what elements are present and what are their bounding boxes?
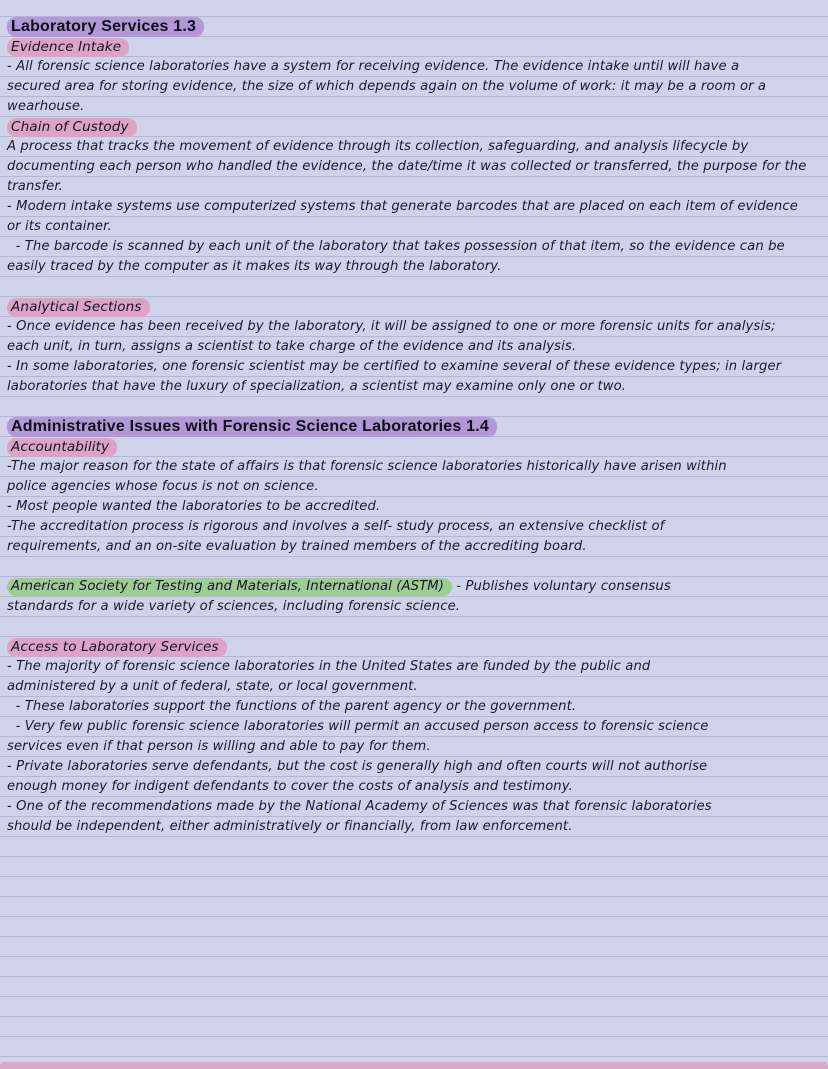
note-line: - The majority of forensic science laboratories in the United States are funded by the public and xyxy=(7,659,651,674)
note-line: transfer. xyxy=(7,179,63,194)
blank-line xyxy=(7,277,822,297)
blank-line xyxy=(7,617,822,637)
note-line: -The major reason for the state of affairs is that forensic science laboratories historically have arisen within xyxy=(7,459,727,474)
note-line: - The barcode is scanned by each unit of the laboratory that takes possession of that item, so the evidence can be xyxy=(7,239,785,254)
note-line: requirements, and an on-site evaluation by trained members of the accrediting board. xyxy=(7,539,587,554)
note-line: administered by a unit of federal, state, or local government. xyxy=(7,679,418,694)
note-line: enough money for indigent defendants to cover the costs of analysis and testimony. xyxy=(7,779,573,794)
note-line: A process that tracks the movement of evidence through its collection, safeguarding, and analysis lifecycle by xyxy=(7,139,749,154)
note-line: -The accreditation process is rigorous and involves a self- study process, an extensive checklist of xyxy=(7,519,665,534)
note-line: services even if that person is willing and able to pay for them. xyxy=(7,739,431,754)
section-heading: Laboratory Services 1.3 xyxy=(7,17,204,37)
subheading-line xyxy=(7,37,822,57)
note-line: - Very few public forensic science laboratories will permit an accused person access to forensic science xyxy=(7,719,709,734)
note-line: - One of the recommendations made by the National Academy of Sciences was that forensic laboratories xyxy=(7,799,712,814)
note-line: - In some laboratories, one forensic scientist may be certified to examine several of these evidence types; in larger xyxy=(7,359,782,374)
subheading-line xyxy=(7,637,822,657)
subheading-line xyxy=(7,297,822,317)
note-line: secured area for storing evidence, the size of which depends again on the volume of work: it may be a room or a xyxy=(7,79,767,94)
note-line: standards for a wide variety of sciences, including forensic science. xyxy=(7,599,461,614)
next-section-highlight-edge xyxy=(0,1062,828,1069)
note-line: should be independent, either administratively or financially, from law enforcement. xyxy=(7,819,573,834)
note-line: - Modern intake systems use computerized systems that generate barcodes that are placed on each item of evidence xyxy=(7,199,798,214)
note-line: wearhouse. xyxy=(7,99,85,114)
astm-highlight: American Society for Testing and Materials, International (ASTM) xyxy=(7,578,452,596)
blank-line xyxy=(7,397,822,417)
note-line: laboratories that have the luxury of specialization, a scientist may examine only one or two. xyxy=(7,379,627,394)
section-heading-line xyxy=(7,417,822,437)
note-line-rest: - Publishes voluntary consensus xyxy=(452,579,671,594)
subheading: Analytical Sections xyxy=(7,298,150,317)
note-line: or its container. xyxy=(7,219,112,234)
subheading-line xyxy=(7,437,822,457)
note-line: easily traced by the computer as it makes its way through the laboratory. xyxy=(7,259,502,274)
section-heading-line xyxy=(7,17,822,37)
section-heading: Administrative Issues with Forensic Science Laboratories 1.4 xyxy=(7,417,497,437)
note-line: - All forensic science laboratories have a system for receiving evidence. The evidence intake until will have a xyxy=(7,59,740,74)
subheading-line xyxy=(7,117,822,137)
note-line: - Private laboratories serve defendants, but the cost is generally high and often courts will not authorise xyxy=(7,759,708,774)
blank-line xyxy=(7,557,822,577)
subheading: Evidence Intake xyxy=(7,38,129,57)
subheading: Accountability xyxy=(7,438,117,457)
subheading: Access to Laboratory Services xyxy=(7,638,227,657)
note-line: police agencies whose focus is not on science. xyxy=(7,479,319,494)
note-line: documenting each person who handled the evidence, the date/time it was collected or transferred, the purpose for the xyxy=(7,159,807,174)
note-line: each unit, in turn, assigns a scientist to take charge of the evidence and its analysis. xyxy=(7,339,577,354)
note-line: - Most people wanted the laboratories to be accredited. xyxy=(7,499,381,514)
note-line-with-highlight xyxy=(7,577,822,597)
note-line: - Once evidence has been received by the laboratory, it will be assigned to one or more forensic units for analysis; xyxy=(7,319,776,334)
note-line: - These laboratories support the functions of the parent agency or the government. xyxy=(7,699,577,714)
subheading: Chain of Custody xyxy=(7,118,137,137)
